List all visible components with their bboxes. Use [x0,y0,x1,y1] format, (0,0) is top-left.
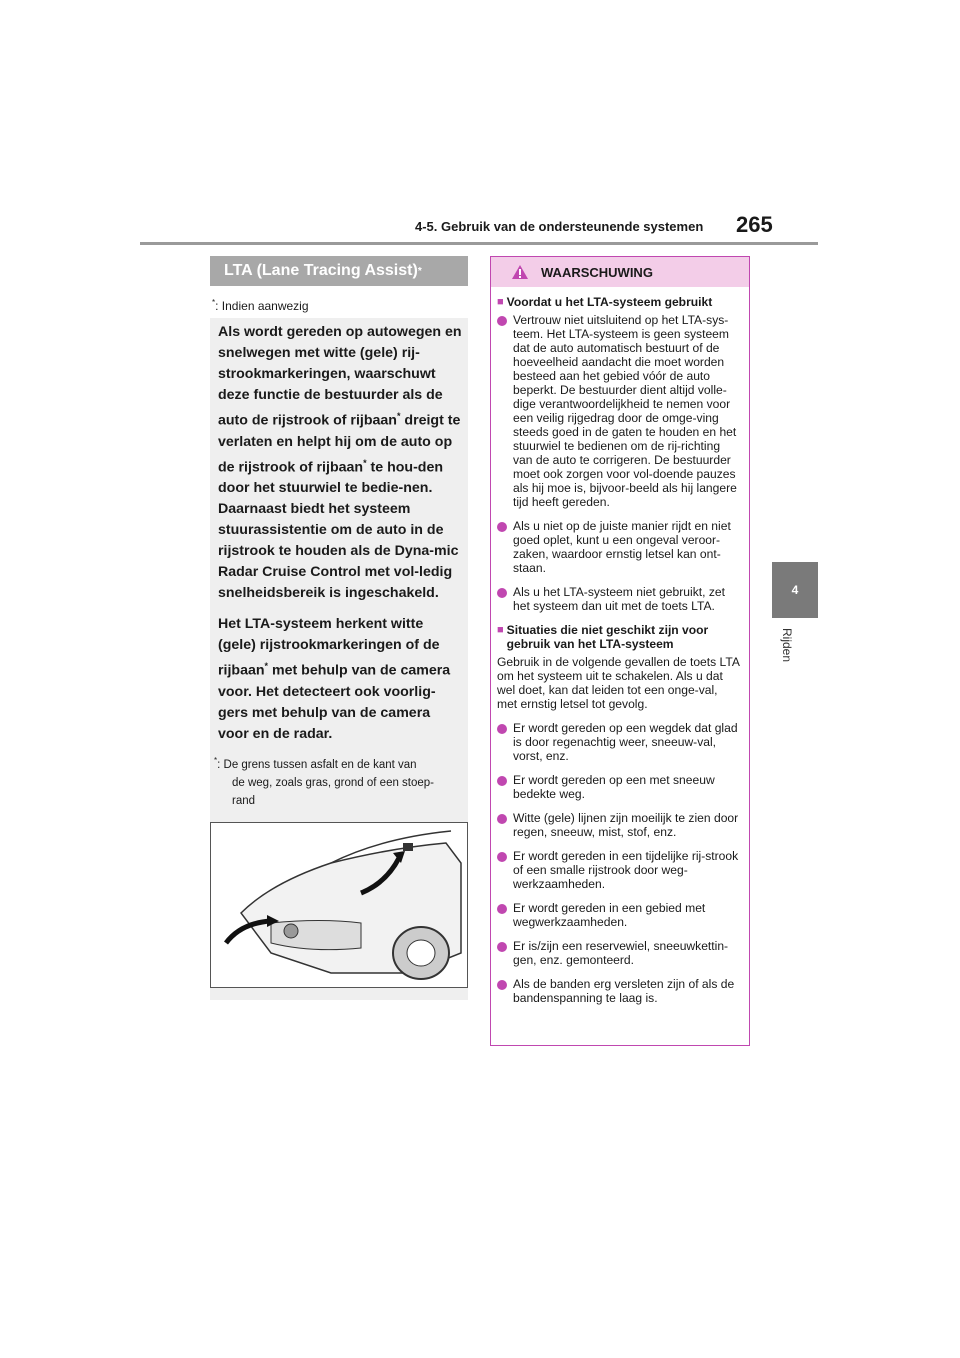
bullet-dot-icon [497,776,507,786]
warning-item [497,977,741,1005]
bullet-dot-icon [497,980,507,990]
availability-footnote [212,298,309,313]
square-bullet-icon: ■ [497,624,504,636]
warning-title: WAARSCHUWING [541,264,653,280]
warning-item-text: Als u het LTA-systeem niet gebruikt, zet het systeem dan uit met de toets LTA. [513,585,725,613]
warning-box [490,256,750,1046]
summary-p2a: Het LTA-systeem herkent witte (gele) rijstrookmarkeringen of de rijbaan [218,616,440,680]
header-rule [140,242,818,245]
bullet-dot-icon [497,316,507,326]
summary-p1b: dreigt te verlaten en helpt hij om de auto op de rijstrook of rijbaan [218,412,461,476]
boundary-footnote-line-3: rand [232,794,256,807]
availability-footnote-text: : Indien aanwezig [215,299,309,313]
warning-item [497,811,741,839]
square-bullet-icon: ■ [497,296,504,308]
warning-heading-1 [497,295,741,309]
warning-item-text: Er wordt gereden op een met sneeuw bedekte weg. [513,773,715,801]
bullet-dot-icon [497,522,507,532]
lta-title [210,256,468,286]
warning-item-text: Als u niet op de juiste manier rijdt en niet goed oplet, kunt u een ongeval veroor-zaken, waardoor ernstig letsel kan ont-staan. [513,519,731,575]
availability-footnote-mark: * [212,298,216,307]
lta-title-text: LTA (Lane Tracing Assist) [224,262,418,279]
bullet-dot-icon [497,904,507,914]
warning-item [497,519,741,575]
boundary-footnote-line-1: : De grens tussen asfalt en de kant van [217,758,417,771]
warning-item-text: Er wordt gereden in een gebied met wegwerkzaamheden. [513,901,706,929]
warning-item-text: Vertrouw niet uitsluitend op het LTA-sys-teem. Het LTA-systeem is geen systeem dat de auto automatisch bestuurt of de hoeveelheid aandacht die moet worden besteed aan het gebied vóór de auto beperkt. De bestuurder dient altijd volle-dige verantwoordelijkheid te nemen voor een veilig rijgedrag door de omge-ving steeds goed in de gaten te houden en het stuurwiel te bedienen om de rij-richting van de auto te corrigeren. De bestuurder moet ook zorgen voor vol-doende pauzes als hij moe is, bijvoor-beeld als hij langere tijd heeft gereden. [513,313,737,509]
summary-paragraph-1 [218,322,462,604]
warning-header [491,257,749,287]
warning-paragraph: Gebruik in de volgende gevallen de toets LTA om het systeem uit te schakelen. Als u dat wel doet, kan dat leiden tot een onge-val, met ernstig letsel tot gevolg. [497,655,740,711]
warning-item-text: Witte (gele) lijnen zijn moeilijk te zien door regen, sneeuw, mist, stof, enz. [513,811,739,839]
warning-item [497,939,741,967]
summary-paragraph-2 [218,614,462,745]
warning-body [491,287,749,1005]
warning-heading-2-text: Situaties die niet geschikt zijn voor gebruik van het LTA-systeem [506,623,709,651]
warning-item [497,585,741,613]
car-sensors-icon [211,823,467,987]
car-illustration [210,822,468,988]
bullet-dot-icon [497,942,507,952]
warning-heading-2 [497,623,741,651]
warning-item-text: Er wordt gereden op een wegdek dat glad is door regenachtig weer, sneeuw-val, vorst, enz. [513,721,738,763]
summary-p1a: Als wordt gereden op autowegen en snelwegen met witte (gele) rij-strookmarkeringen, waarschuwt deze functie de bestuurder als de auto de rijstrook of rijbaan [218,324,462,429]
boundary-footnote [214,752,464,810]
warning-item [497,849,741,891]
bullet-dot-icon [497,852,507,862]
boundary-footnote-line-2: de weg, zoals gras, grond of een stoep- [232,776,435,789]
summary-mark-1: * [396,411,401,421]
page-number: 265 [736,212,773,237]
warning-item [497,313,741,509]
summary-mark-2: * [363,457,367,468]
warning-item [497,901,741,929]
summary-p2b: met behulp van de camera voor. Het detecteert ook voorlig-gers met behulp van de camera voor en de radar. [218,663,451,743]
summary-text [218,322,462,755]
chapter-label: Rijden [780,628,794,663]
bullet-dot-icon [497,588,507,598]
warning-item-text: Er wordt gereden in een tijdelijke rij-strook of een smalle rijstrook door weg-werkzaamheden. [513,849,739,891]
summary-mark-3: * [264,661,269,672]
bullet-dot-icon [497,814,507,824]
section-title: 4-5. Gebruik van de ondersteunende systemen [415,219,704,234]
lta-title-asterisk: * [417,265,422,277]
warning-item-text: Als de banden erg versleten zijn of als de bandenspanning te laag is. [513,977,735,1005]
warning-item-text: Er is/zijn een reservewiel, sneeuwkettin-gen, enz. gemonteerd. [513,939,729,967]
boundary-footnote-mark: * [214,756,218,765]
warning-triangle-icon [511,264,529,280]
bullet-dot-icon [497,724,507,734]
chapter-tab: 4 [772,562,818,618]
warning-item [497,721,741,763]
warning-item [497,773,741,801]
warning-heading-1-text: Voordat u het LTA-systeem gebruikt [506,295,713,309]
summary-p1c: te hou-den door het stuurwiel te bedie-nen. Daarnaast biedt het systeem stuurassistentie om de auto in de rijstrook te houden als de Dyna-mic Radar Cruise Control met vol-ledig snelheidsbereik is ingeschakeld. [218,459,459,602]
